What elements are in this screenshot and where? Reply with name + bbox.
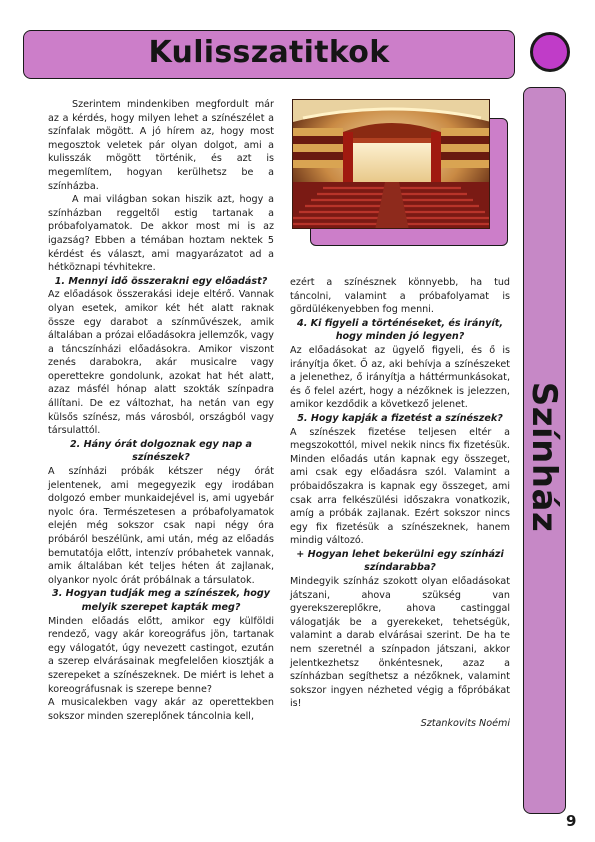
paragraph: Minden előadás előtt, amikor egy külföldi rendező, vagy akár koreográfus jön, tartanak egy válogatót, úgy nevezett castingot, ezután a szerep elvárásainak megfelelően kiosztják a szerepeket a színészeknek. De miért is lehet a koreográfusnak is szerepe benne? — [48, 615, 274, 695]
theatre-auditorium-photo — [292, 99, 490, 229]
article-column-left — [48, 98, 274, 723]
question-heading: 1. Mennyi idő összerakni egy előadást? — [54, 275, 268, 287]
paragraph: Az előadások összerakási ideje eltérő. Vannak olyan esetek, amikor két hét alatt raknak össze egy darabot a színművészek, amik általában a prózai előadásokra jellemzők, vagy a táncszínházi előadásokra. Amikor viszont zenés darabokra, akár musicalre vagy operettekre gondolunk, azokat hat hét alatt, azaz másfél hónap alatt szokták színpadra állítani. De ez változhat, ha netán van egy külsős színész, más városból, országból vagy társulattól. — [48, 289, 274, 437]
paragraph: Az előadásokat az ügyelő figyeli, és ő is irányítja őket. Ő az, aki behívja a színészeket a jelenethez, ő irányítja a háttérmunkásokat, és ő felel azért, hogy a nézőknek is jelezzen, amikor kezdődik a következő jelenet. — [290, 344, 510, 411]
paragraph: A mai világban sokan hiszik azt, hogy a színházban reggeltől estig tartanak a próbafolyamatok. De akkor most mi is az igazság? Ebben a témában hoztam nektek 5 kérdést és választ, ami magyarázatot ad a hétköznapi tévhitekre. — [48, 194, 274, 274]
paragraph: Szerintem mindenkiben megfordult már az a kérdés, hogy milyen lehet a színészélet a színfalak mögött. A jó hírem az, hogy most megosztok veletek pár olyan dolgot, ami a kulisszák mögött történik, és azt is megemlítem, hogyan kerülhetsz be a színházba. — [48, 99, 274, 192]
question-heading: + Hogyan lehet bekerülni egy színházi színdarabba? — [296, 548, 504, 574]
title-banner — [23, 30, 515, 79]
author-signature: Sztankovits Noémi — [420, 718, 510, 729]
question-heading: 2. Hány órát dolgoznak egy nap a színészek? — [69, 438, 253, 464]
article-column-right — [290, 276, 510, 731]
question-heading: 3. Hogyan tudják meg a színészek, hogy melyik szerepet kapták meg? — [52, 588, 270, 613]
paragraph: A színházi próbák kétszer négy órát jelentenek, ami megegyezik egy irodában dolgozó ember munkaidejével is, ami ugyebár nyolc óra. Természetesen a próbafolyamatok elején még sokszor csak napi négy óra próbáról beszélünk, ami után, még az előadás bemutatója előtt, intenzív próbahetek vannak, amik általában két teljes héten át zajlanak, olyankor nyolc órát próbálnak a társulatok. — [48, 466, 274, 586]
decorative-circle-icon — [530, 32, 570, 72]
paragraph: A musicalekben vagy akár az operettekben sokszor minden szereplőnek táncolnia kell, — [48, 697, 274, 722]
paragraph: A színészek fizetése teljesen eltér a megszokottól, mivel nekik nincs fix fizetésük. Minden előadás után kapnak egy összeget, ami csak egy előadásra szól. Valamint a próbaidőszakra is kapnak egy összeget, ami csak arra felkészülési időszakra vonatkozik, amíg a próbák zajlanak. Ezért sokszor nincs egy fix fizetésük a színészeknek, hanem mindig változó. — [290, 426, 510, 547]
section-sidebar — [523, 87, 566, 814]
paragraph: Mindegyik színház szokott olyan előadásokat játszani, ahova szükség van gyerekszereplőkre, ahova castinggal válogatják be a gyerekeket, tehetségük, valamint a darab elvárásai szerint. De ha te nem szeretnél a színpadon játszani, akkor jelentkezhetsz önkéntesnek, azaz a színházban segíthetsz a nézőknek, valamint sokszor ingyen nézheted végig a főpróbákat is! — [290, 576, 510, 710]
paragraph: ezért a színésznek könnyebb, ha tud táncolni, valamint a próbafolyamat is gördülékenyebben fog menni. — [290, 277, 510, 316]
section-label: Színház — [524, 381, 564, 533]
page-title: Kulisszatitkok — [148, 35, 390, 70]
question-heading: 4. Ki figyeli a történéseket, és irányít, hogy minden jó legyen? — [297, 317, 503, 343]
page-number: 9 — [566, 812, 577, 830]
question-heading: 5. Hogy kapják a fizetést a színészek? — [297, 412, 503, 424]
theatre-auditorium-icon — [293, 100, 490, 229]
